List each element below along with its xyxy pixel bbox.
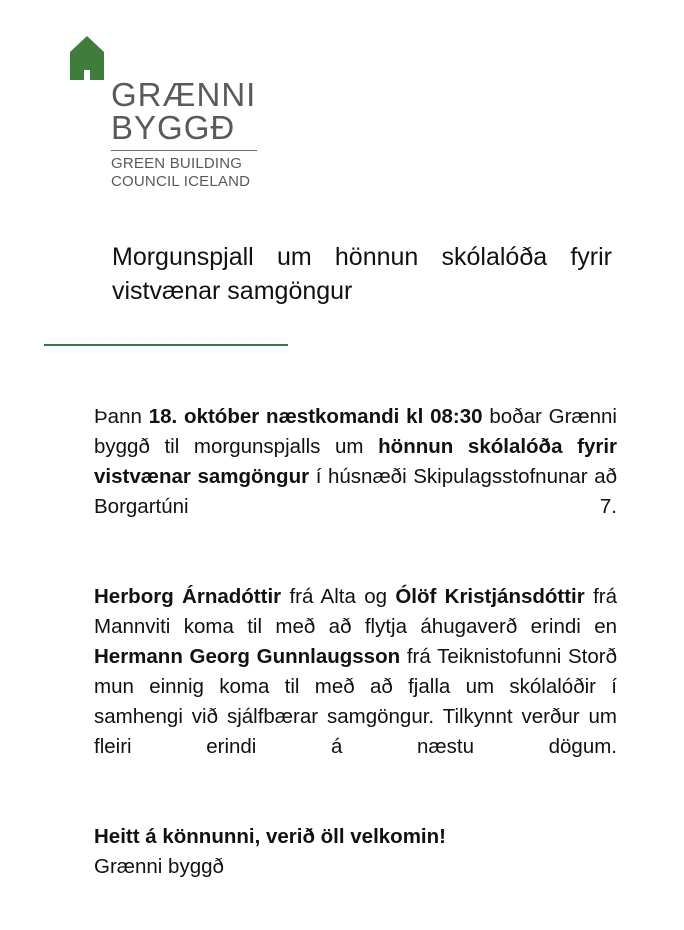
- text-span: frá Alta og: [281, 585, 396, 608]
- greeting-text: Heitt á könnunni, verið öll velkomin!: [94, 825, 446, 848]
- event-datetime: 18. október næstkomandi kl 08:30: [148, 405, 483, 428]
- spacer: [94, 552, 617, 582]
- house-logo-icon: [70, 36, 104, 80]
- page-title: Morgunspjall um hönnun skólalóða fyrir vistvænar samgöngur: [112, 243, 612, 305]
- paragraph-event-details: [94, 402, 617, 552]
- speaker-name: Herborg Árnadóttir: [94, 585, 282, 608]
- closing-greeting: [94, 822, 617, 852]
- spacer: [94, 792, 617, 822]
- speaker-name: Ólöf Kristjánsdóttir: [395, 585, 585, 608]
- text-span: boðar Grænni byggð til morgunspjalls um: [94, 405, 617, 458]
- text-span: í húsnæði Skipulagsstofnunar að Borgartúni 7.: [94, 465, 618, 518]
- text-span: frá Mannviti koma til með að flytja áhugaverð erindi en: [94, 585, 617, 638]
- text-span: Þann: [94, 405, 149, 428]
- text-span: frá Teiknistofunni Storð mun einnig koma til með að fjalla um skólalóðir í samhengi við sjálfbærar samgöngur. Tilkynnt verður um fleiri erindi á næstu dögum.: [94, 645, 617, 758]
- signature: Grænni byggð: [94, 855, 224, 878]
- paragraph-speakers: [94, 582, 617, 792]
- speaker-name: Hermann Georg Gunnlaugsson: [94, 645, 401, 668]
- logo-name-line2: BYGGÐ: [111, 109, 236, 146]
- logo-sub-line2: COUNCIL ICELAND: [111, 173, 251, 190]
- logo-name-line1: GRÆNNI: [111, 76, 257, 113]
- announcement-body: [94, 402, 617, 882]
- event-topic: hönnun skólalóða fyrir vistvænar samgöngur: [94, 435, 617, 488]
- logo-wordmark: [111, 78, 257, 191]
- logo-divider: [111, 150, 257, 151]
- title-underline: [44, 344, 288, 346]
- logo-sub-line1: GREEN BUILDING: [111, 155, 243, 172]
